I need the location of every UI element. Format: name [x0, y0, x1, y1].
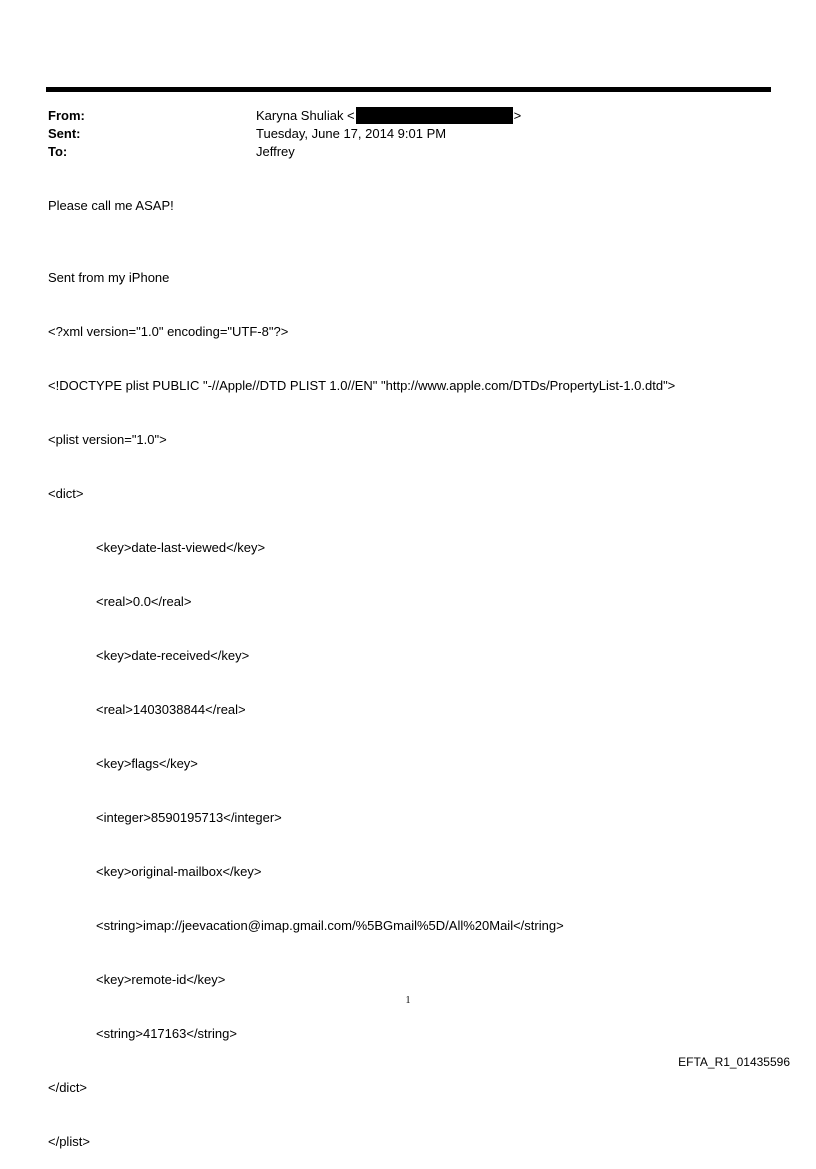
to-label: To: [48, 144, 68, 159]
page-number: 1 [405, 995, 411, 1006]
body-line: </plist> [48, 1134, 90, 1149]
body-line: </dict> [48, 1080, 88, 1095]
from-suffix: > [513, 108, 522, 123]
body-line: <key>date-last-viewed</key> [96, 540, 266, 555]
body-line: <string>imap://jeevacation@imap.gmail.com/%5BGmail%5D/All%20Mail</string> [96, 918, 564, 933]
body-line: <real>1403038844</real> [96, 702, 246, 717]
body-line: <key>date-received</key> [96, 648, 250, 663]
body-line: <real>0.0</real> [96, 594, 192, 609]
body-line: <string>417163</string> [96, 1026, 237, 1041]
body-line: <key>remote-id</key> [96, 972, 226, 987]
body-line: <key>original-mailbox</key> [96, 864, 262, 879]
header-rule [46, 87, 771, 92]
body-line: <dict> [48, 486, 84, 501]
body-line: <!DOCTYPE plist PUBLIC "-//Apple//DTD PLIST 1.0//EN" "http://www.apple.com/DTDs/PropertyList-1.0.dtd"> [48, 378, 676, 393]
bates-number: EFTA_R1_01435596 [678, 1055, 790, 1069]
body-line: <?xml version="1.0" encoding="UTF-8"?> [48, 324, 289, 339]
message-text: Please call me ASAP! [48, 198, 174, 213]
from-value [256, 107, 521, 125]
body-line: <plist version="1.0"> [48, 432, 167, 447]
sent-value: Tuesday, June 17, 2014 9:01 PM [256, 126, 447, 141]
from-label: From: [48, 108, 85, 123]
redaction-box [356, 107, 513, 124]
plist-content [48, 233, 675, 1169]
to-value: Jeffrey [256, 144, 295, 159]
body-line: Sent from my iPhone [48, 270, 170, 285]
from-name: Karyna Shuliak < [256, 108, 355, 123]
body-line: <key>flags</key> [96, 756, 198, 771]
body-line: <integer>8590195713</integer> [96, 810, 282, 825]
sent-label: Sent: [48, 126, 81, 141]
